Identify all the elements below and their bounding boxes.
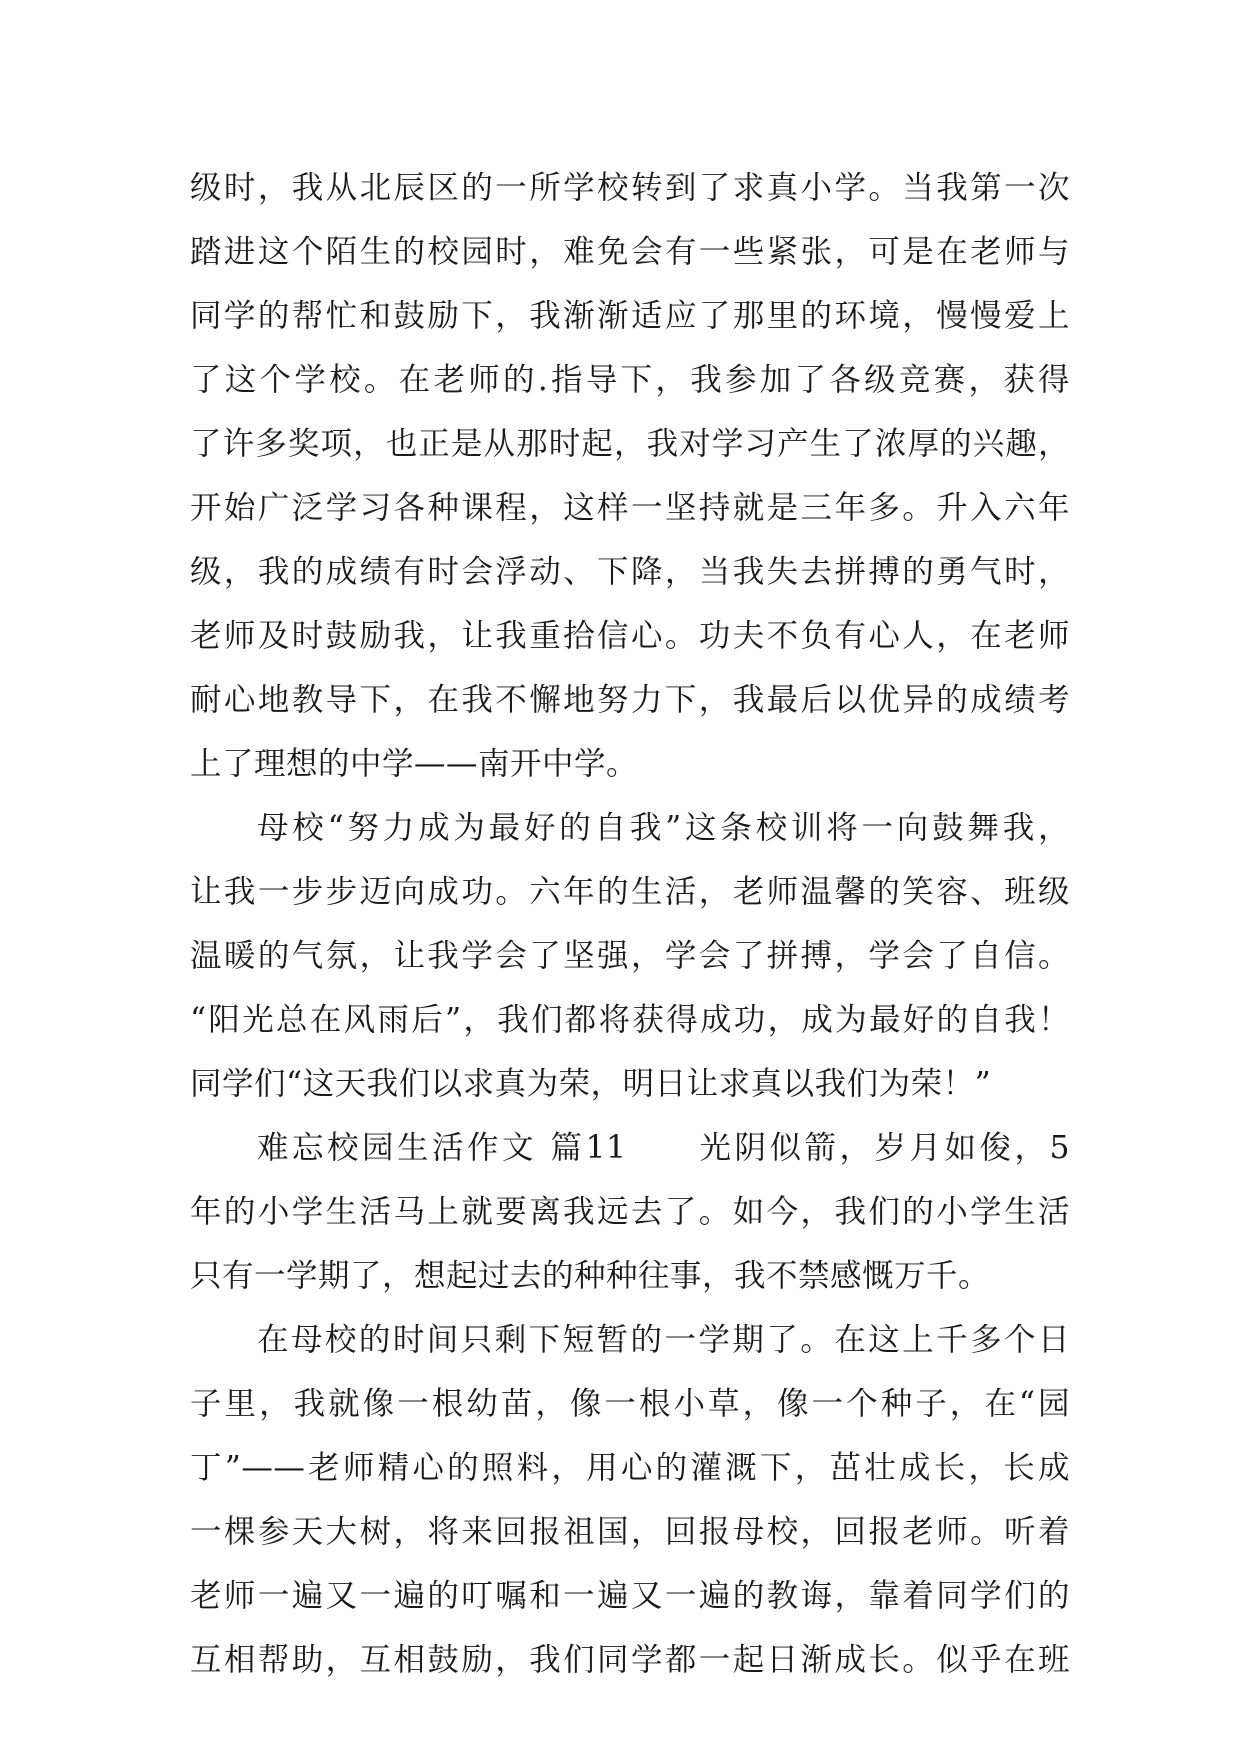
text-line: 丁”——老师精心的照料，用心的灌溉下，茁壮成长，长成 xyxy=(190,1450,1070,1486)
text-line: 在母校的时间只剩下短暂的一学期了。在这上千多个日 xyxy=(257,1322,1070,1358)
text-line: 了许多奖项，也正是从那时起，我对学习产生了浓厚的兴趣， xyxy=(190,426,1070,462)
body-text xyxy=(190,156,1070,1692)
text-line: 子里，我就像一根幼苗，像一根小草，像一个种子，在“园 xyxy=(190,1386,1070,1422)
text-line: 踏进这个陌生的校园时，难免会有一些紧张，可是在老师与 xyxy=(190,234,1070,270)
text-line: 难忘校园生活作文 篇11 光阴似箭，岁月如俊，5 xyxy=(257,1130,1070,1166)
text-line: 级时，我从北辰区的一所学校转到了求真小学。当我第一次 xyxy=(190,170,1070,206)
text-line: 让我一步步迈向成功。六年的生活，老师温馨的笑容、班级 xyxy=(190,874,1070,910)
text-line: 老师及时鼓励我，让我重拾信心。功夫不负有心人，在老师 xyxy=(190,618,1070,654)
text-line: 温暖的气氛，让我学会了坚强，学会了拼搏，学会了自信。 xyxy=(190,938,1070,974)
text-line: 母校“努力成为最好的自我”这条校训将一向鼓舞我， xyxy=(257,810,1070,846)
text-line: 耐心地教导下，在我不懈地努力下，我最后以优异的成绩考 xyxy=(190,682,1070,718)
text-line: “阳光总在风雨后”，我们都将获得成功，成为最好的自我！ xyxy=(190,1002,1070,1038)
text-line: 同学的帮忙和鼓励下，我渐渐适应了那里的环境，慢慢爱上 xyxy=(190,298,1070,334)
text-line: 年的小学生活马上就要离我远去了。如今，我们的小学生活 xyxy=(190,1194,1070,1230)
text-line: 上了理想的中学——南开中学。 xyxy=(190,746,639,782)
text-line: 互相帮助，互相鼓励，我们同学都一起日渐成长。似乎在班 xyxy=(190,1642,1070,1678)
text-line: 只有一学期了，想起过去的种种往事，我不禁感慨万千。 xyxy=(190,1258,991,1294)
text-line: 开始广泛学习各种课程，这样一坚持就是三年多。升入六年 xyxy=(190,490,1070,526)
text-line: 级，我的成绩有时会浮动、下降，当我失去拼搏的勇气时， xyxy=(190,554,1070,590)
text-line: 老师一遍又一遍的叮嘱和一遍又一遍的教诲，靠着同学们的 xyxy=(190,1578,1070,1614)
text-line: 同学们“这天我们以求真为荣，明日让求真以我们为荣！” xyxy=(190,1066,992,1102)
text-line: 了这个学校。在老师的.指导下，我参加了各级竞赛，获得 xyxy=(190,362,1070,398)
text-line: 一棵参天大树，将来回报祖国，回报母校，回报老师。听着 xyxy=(190,1514,1070,1550)
